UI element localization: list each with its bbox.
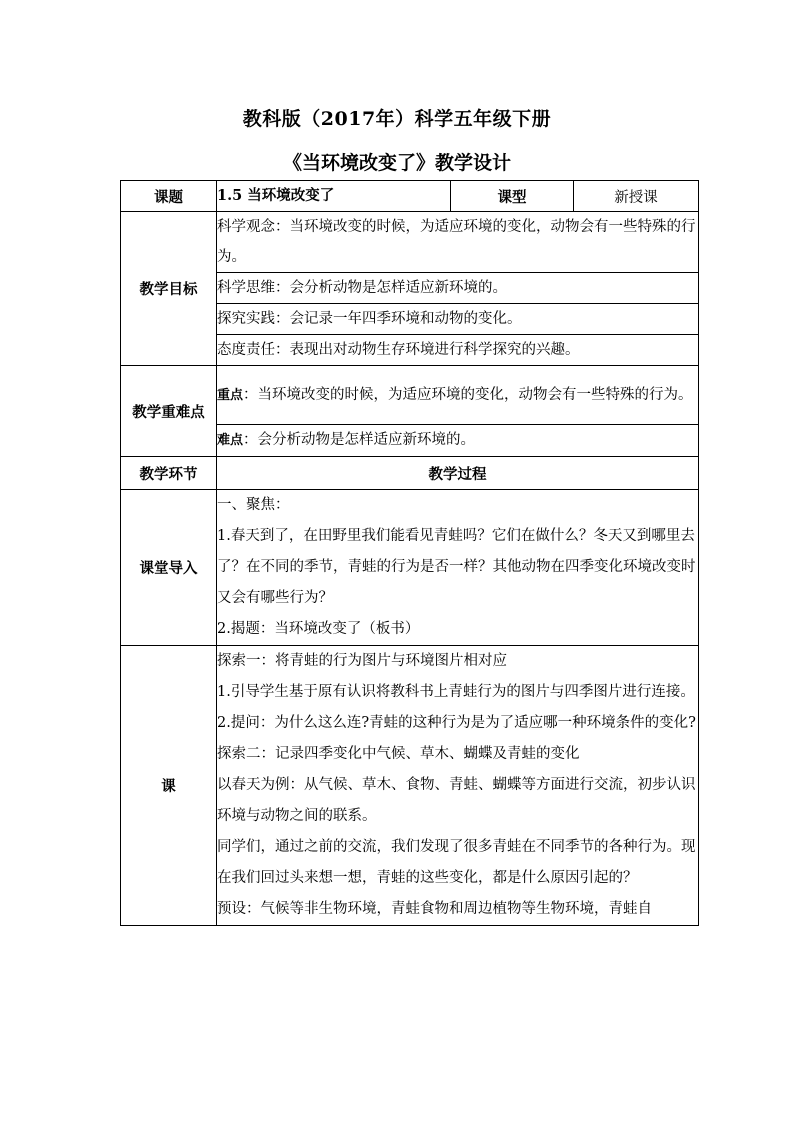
intro-line: 一、聚焦： — [217, 497, 290, 513]
lesson-line: 预设：气候等非生物环境，青蛙食物和周边植物等生物环境，青蛙自 — [217, 901, 652, 917]
goal-item: 科学观念：当环境改变的时候，为适应环境的变化，动物会有一些特殊的行为。 — [217, 212, 699, 273]
key-points-label: 教学重难点 — [121, 366, 217, 457]
document-title: 教科版（2017年）科学五年级下册 — [242, 108, 552, 130]
lesson-line: 1.引导学生基于原有认识将教科书上青蛙行为的图片与四季图片进行连接。2.提问：为什么这么连?青蛙的这种行为是为了适应哪一种环境条件的变化? — [217, 684, 696, 731]
intro-line: 1.春天到了，在田野里我们能看见青蛙吗？它们在做什么？冬天又到哪里去了？在不同的季节，青蛙的行为是否一样？其他动物在四季变化环境改变时又会有哪些行为？ — [217, 528, 696, 606]
process-header: 教学过程 — [217, 457, 699, 490]
type-value: 新授课 — [574, 181, 699, 212]
lesson-line: 同学们，通过之前的交流，我们发现了很多青蛙在不同季节的各种行为。现在我们回过头来想一想，青蛙的这些变化，都是什么原因引起的？ — [217, 839, 696, 886]
stage-header: 教学环节 — [121, 457, 217, 490]
lesson-line: 探索二：记录四季变化中气候、草木、蝴蝶及青蛙的变化 — [217, 746, 580, 762]
info-row — [121, 181, 699, 212]
lesson-line: 探索一：将青蛙的行为图片与环境图片相对应 — [217, 653, 507, 669]
lesson-label: 课 — [121, 646, 217, 926]
intro-content — [217, 490, 699, 646]
intro-line: 2.揭题：当环境改变了（板书） — [217, 621, 420, 637]
difficulty-point — [217, 425, 699, 457]
lesson-content — [217, 646, 699, 926]
lesson-line: 以春天为例：从气候、草木、食物、青蛙、蝴蝶等方面进行交流，初步认识环境与动物之间的联系。 — [217, 777, 696, 824]
document-subtitle: 《当环境改变了》教学设计 — [282, 152, 511, 174]
goals-label: 教学目标 — [121, 212, 217, 366]
topic-value: 1.5 当环境改变了 — [217, 181, 451, 212]
goal-item: 科学思维：会分析动物是怎样适应新环境的。 — [217, 273, 699, 304]
difficulty-text: ：会分析动物是怎样适应新环境的。 — [243, 432, 476, 448]
intro-label: 课堂导入 — [121, 490, 217, 646]
type-label: 课型 — [451, 181, 574, 212]
focus-point — [217, 366, 699, 425]
difficulty-tag: 难点 — [217, 433, 244, 448]
focus-text: ：当环境改变的时候，为适应环境的变化，动物会有一些特殊的行为。 — [243, 386, 693, 403]
goal-item: 探究实践：会记录一年四季环境和动物的变化。 — [217, 304, 699, 335]
topic-label: 课题 — [121, 181, 217, 212]
focus-tag: 重点 — [217, 387, 244, 403]
lesson-plan-table — [120, 180, 699, 926]
goal-item: 态度责任：表现出对动物生存环境进行科学探究的兴趣。 — [217, 335, 699, 366]
